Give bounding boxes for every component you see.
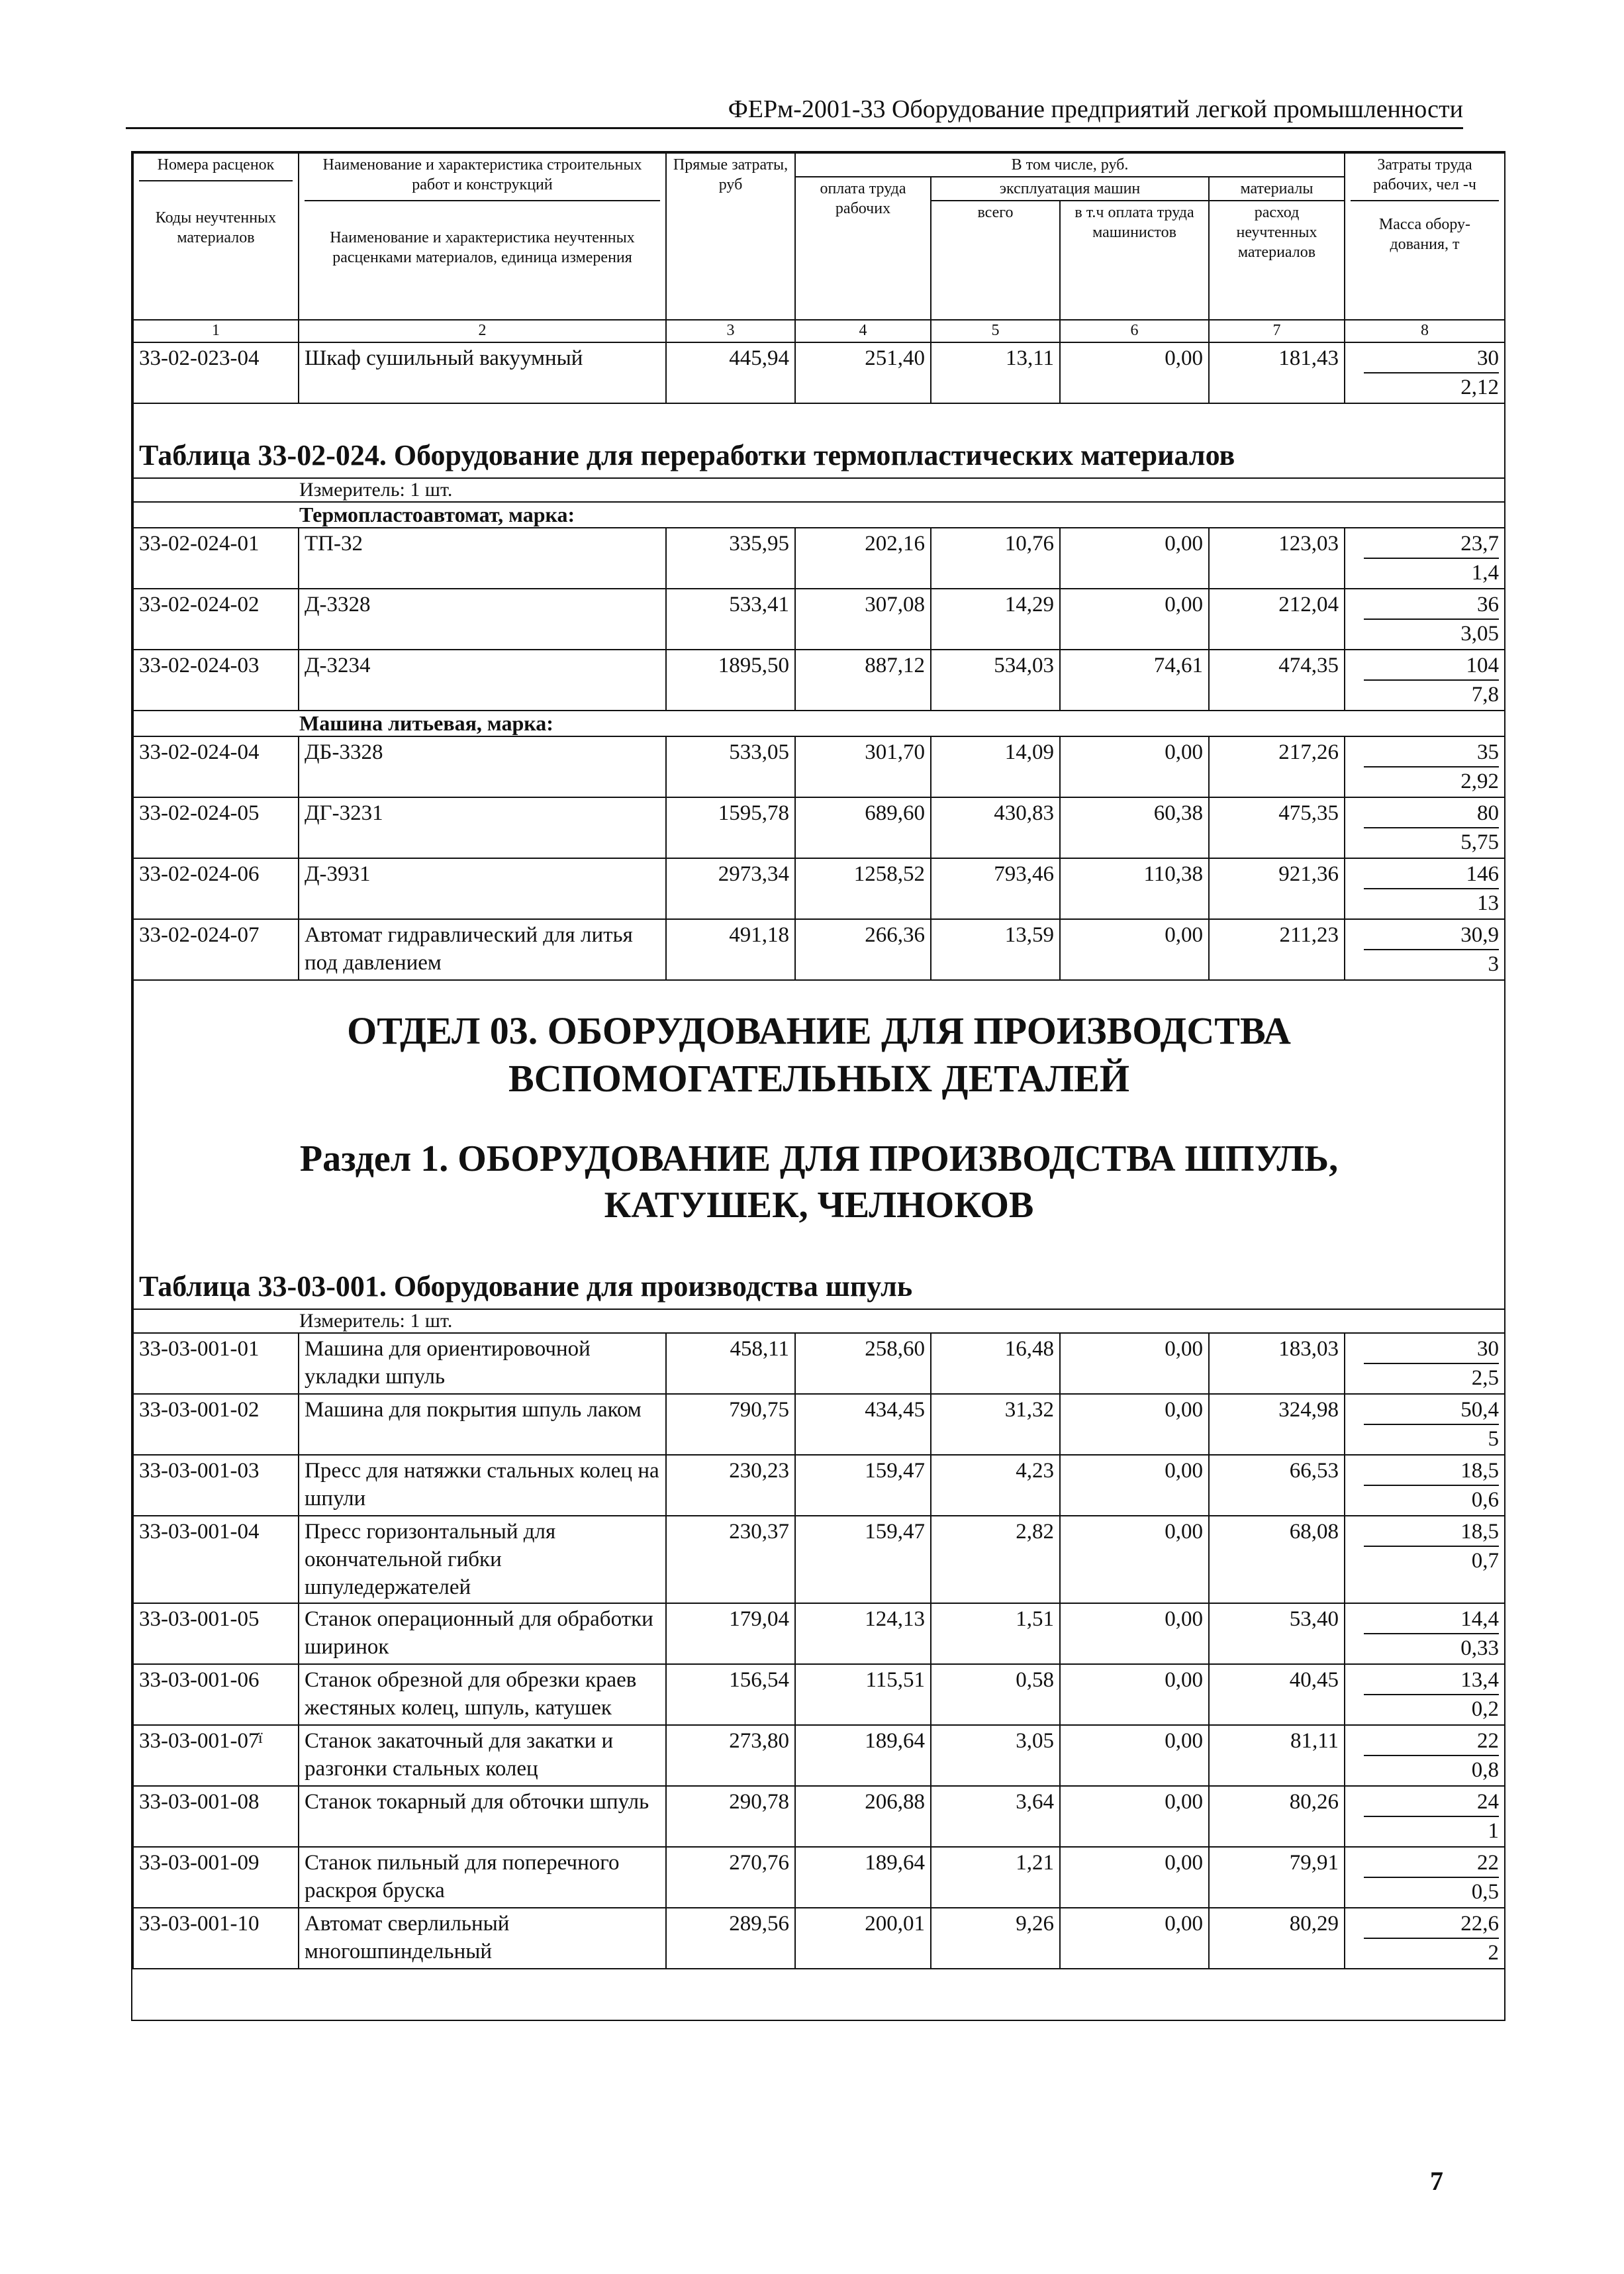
labor-pay: 206,88	[795, 1786, 931, 1847]
labor-pay: 258,60	[795, 1333, 931, 1394]
materials-cost: 475,35	[1209, 797, 1345, 858]
machinist-pay: 60,38	[1060, 797, 1209, 858]
labor-and-mass	[1345, 1664, 1505, 1725]
rate-code: 33-03-001-05	[133, 1603, 299, 1664]
department-title-row	[133, 980, 1505, 1109]
labor-pay: 887,12	[795, 650, 931, 711]
labor-hours: 30	[1364, 344, 1499, 373]
machinist-pay: 110,38	[1060, 858, 1209, 919]
machines-header: эксплуатация машин	[931, 177, 1209, 201]
direct-cost: 273,80	[666, 1725, 795, 1786]
equipment-mass: 2,92	[1460, 769, 1499, 793]
table-row	[133, 342, 1505, 403]
work-name: Автомат сверлильный многошпиндельный	[299, 1908, 666, 1969]
direct-cost: 2973,34	[666, 858, 795, 919]
equipment-mass: 2,12	[1460, 375, 1499, 399]
machine-total: 14,29	[931, 589, 1060, 650]
work-name: Д-3931	[299, 858, 666, 919]
machine-total: 3,64	[931, 1786, 1060, 1847]
machinist-pay: 0,00	[1060, 1333, 1209, 1394]
rate-code: 33-03-001-10	[133, 1908, 299, 1969]
labor-and-mass	[1345, 342, 1505, 403]
labor-and-mass	[1345, 1786, 1505, 1847]
labor-pay: 434,45	[795, 1394, 931, 1455]
labor-hours: 50,4	[1364, 1396, 1499, 1425]
machinist-pay: 0,00	[1060, 589, 1209, 650]
materials-cost: 921,36	[1209, 858, 1345, 919]
col-num: 7	[1209, 320, 1345, 342]
machinist-pay: 0,00	[1060, 1664, 1209, 1725]
rate-code: 33-02-024-04	[133, 736, 299, 797]
equipment-mass: 0,5	[1471, 1880, 1499, 1904]
section-heading-row	[133, 1109, 1505, 1261]
machinist-pay: 0,00	[1060, 1394, 1209, 1455]
labor-hours: 146	[1364, 860, 1499, 889]
rate-code: 33-02-024-03	[133, 650, 299, 711]
direct-cost: 533,05	[666, 736, 795, 797]
materials-cost: 68,08	[1209, 1516, 1345, 1603]
labor-and-mass	[1345, 1847, 1505, 1908]
table-row	[133, 650, 1505, 711]
rate-code: 33-02-024-07	[133, 919, 299, 980]
group-label: Машина литьевая, марка:	[299, 711, 553, 735]
col-num: 2	[299, 320, 666, 342]
spacer-row	[133, 403, 1505, 430]
labor-pay: 251,40	[795, 342, 931, 403]
direct-cost: 230,23	[666, 1455, 795, 1516]
work-name: ДГ-3231	[299, 797, 666, 858]
equipment-mass: 0,8	[1471, 1758, 1499, 1782]
labor-pay: 115,51	[795, 1664, 931, 1725]
materials-cost: 66,53	[1209, 1455, 1345, 1516]
rate-code: 33-02-024-05	[133, 797, 299, 858]
equipment-mass: 0,2	[1471, 1697, 1499, 1721]
machine-total: 13,59	[931, 919, 1060, 980]
col-num: 3	[666, 320, 795, 342]
materials-cost: 211,23	[1209, 919, 1345, 980]
column-numbers-row	[133, 320, 1505, 342]
machine-total: 2,82	[931, 1516, 1060, 1603]
incl-header: В том числе, руб.	[795, 153, 1345, 177]
labor-hours: 80	[1364, 799, 1499, 828]
equipment-mass: 7,8	[1471, 683, 1499, 707]
labor-and-mass	[1345, 736, 1505, 797]
col-num: 8	[1345, 320, 1505, 342]
labor-hours: 30,9	[1364, 921, 1499, 950]
direct-cost: 290,78	[666, 1786, 795, 1847]
table-row	[133, 736, 1505, 797]
norms-table-body	[133, 153, 1505, 1985]
labor-pay: 189,64	[795, 1725, 931, 1786]
header-row	[133, 153, 1505, 177]
direct-cost: 1595,78	[666, 797, 795, 858]
col4-header: оплата труда рабочих	[795, 177, 931, 320]
group-label: Термопластоавтомат, марка:	[299, 503, 575, 526]
col1-header	[133, 153, 299, 320]
labor-pay: 200,01	[795, 1908, 931, 1969]
labor-and-mass	[1345, 1908, 1505, 1969]
work-name: Д-3234	[299, 650, 666, 711]
work-name: Пресс для натяжки стальных колец на шпули	[299, 1455, 666, 1516]
labor-hours: 36	[1364, 591, 1499, 620]
labor-pay: 202,16	[795, 528, 931, 589]
work-name: Пресс горизонтальный для окончательной гибки шпуледержателей	[299, 1516, 666, 1603]
direct-cost: 790,75	[666, 1394, 795, 1455]
materials-cost: 217,26	[1209, 736, 1345, 797]
work-name: Станок обрезной для обрезки краев жестяных колец, шпуль, катушек	[299, 1664, 666, 1725]
direct-cost: 335,95	[666, 528, 795, 589]
machine-total: 1,21	[931, 1847, 1060, 1908]
labor-and-mass	[1345, 1394, 1505, 1455]
machine-total: 10,76	[931, 528, 1060, 589]
labor-and-mass	[1345, 1455, 1505, 1516]
labor-pay: 266,36	[795, 919, 931, 980]
materials-cost: 212,04	[1209, 589, 1345, 650]
table-row	[133, 589, 1505, 650]
col8-header	[1345, 153, 1505, 320]
machine-total: 16,48	[931, 1333, 1060, 1394]
machine-total: 793,46	[931, 858, 1060, 919]
direct-cost: 156,54	[666, 1664, 795, 1725]
labor-hours: 22,6	[1364, 1910, 1499, 1939]
rate-code: 33-02-023-04	[133, 342, 299, 403]
meter-label-row	[133, 1309, 1505, 1333]
direct-cost: 1895,50	[666, 650, 795, 711]
table-row	[133, 1333, 1505, 1394]
materials-cost: 80,26	[1209, 1786, 1345, 1847]
col8-bottom: Масса обору-дования, т	[1378, 216, 1471, 253]
rate-code: 33-03-001-02	[133, 1394, 299, 1455]
machinist-pay: 74,61	[1060, 650, 1209, 711]
labor-and-mass	[1345, 650, 1505, 711]
page-number: 7	[1430, 2166, 1443, 2196]
table-title: Таблица 33-03-001. Оборудование для производства шпуль	[139, 1270, 913, 1303]
col5-header: всего	[931, 201, 1060, 320]
equipment-mass: 5	[1488, 1427, 1499, 1451]
labor-hours: 22	[1364, 1727, 1499, 1756]
labor-hours: 14,4	[1364, 1605, 1499, 1634]
machinist-pay: 0,00	[1060, 736, 1209, 797]
group-label-row	[133, 711, 1505, 736]
rate-code: 33-03-001-06	[133, 1664, 299, 1725]
machinist-pay: 0,00	[1060, 1455, 1209, 1516]
equipment-mass: 0,6	[1471, 1488, 1499, 1512]
labor-and-mass	[1345, 528, 1505, 589]
work-name: Д-3328	[299, 589, 666, 650]
work-name: ДБ-3328	[299, 736, 666, 797]
machine-total: 3,05	[931, 1725, 1060, 1786]
equipment-mass: 1,4	[1471, 561, 1499, 585]
table-row	[133, 1725, 1505, 1786]
spacer-row	[133, 1969, 1505, 1985]
labor-and-mass	[1345, 858, 1505, 919]
machine-total: 4,23	[931, 1455, 1060, 1516]
equipment-mass: 13	[1477, 891, 1499, 915]
machinist-pay: 0,00	[1060, 1725, 1209, 1786]
col6-header: в т.ч оплата труда машинистов	[1060, 201, 1209, 320]
norms-table-page	[131, 151, 1505, 2021]
running-head: ФЕРм-2001-33 Оборудование предприятий легкой промышленности	[126, 94, 1463, 129]
direct-cost: 533,41	[666, 589, 795, 650]
rate-code: 33-02-024-06	[133, 858, 299, 919]
table-row	[133, 919, 1505, 980]
labor-and-mass	[1345, 589, 1505, 650]
rate-code: 33-03-001-09	[133, 1847, 299, 1908]
work-name: Шкаф сушильный вакуумный	[299, 342, 666, 403]
machine-total: 1,51	[931, 1603, 1060, 1664]
rate-code: 33-03-001-01	[133, 1333, 299, 1394]
rate-code: 33-03-001-03	[133, 1455, 299, 1516]
machinist-pay: 0,00	[1060, 1786, 1209, 1847]
work-name: Автомат гидравлический для литья под давлением	[299, 919, 666, 980]
meter-label-row	[133, 478, 1505, 502]
labor-hours: 23,7	[1364, 530, 1499, 559]
equipment-mass: 2	[1488, 1941, 1499, 1965]
table-title-row	[133, 430, 1505, 478]
table-row	[133, 1603, 1505, 1664]
equipment-mass: 0,33	[1460, 1636, 1499, 1660]
machine-total: 0,58	[931, 1664, 1060, 1725]
labor-pay: 189,64	[795, 1847, 931, 1908]
equipment-mass: 5,75	[1460, 830, 1499, 854]
labor-pay: 124,13	[795, 1603, 931, 1664]
labor-pay: 159,47	[795, 1455, 931, 1516]
equipment-mass: 1	[1488, 1819, 1499, 1843]
direct-cost: 458,11	[666, 1333, 795, 1394]
work-name: Станок операционный для обработки ширинок	[299, 1603, 666, 1664]
work-name: Станок закаточный для закатки и разгонки стальных колец	[299, 1725, 666, 1786]
labor-hours: 35	[1364, 738, 1499, 767]
labor-and-mass	[1345, 1516, 1505, 1603]
rate-code: 33-02-024-02	[133, 589, 299, 650]
labor-hours: 13,4	[1364, 1666, 1499, 1695]
labor-and-mass	[1345, 1603, 1505, 1664]
table-row	[133, 1394, 1505, 1455]
labor-pay: 159,47	[795, 1516, 931, 1603]
meter-label: Измеритель: 1 шт.	[299, 1310, 453, 1332]
rate-code: 33-03-001-04	[133, 1516, 299, 1603]
machinist-pay: 0,00	[1060, 1516, 1209, 1603]
direct-cost: 179,04	[666, 1603, 795, 1664]
col2-bottom: Наименование и характеристика неучтенных расценками материалов, единица измерения	[330, 229, 635, 266]
direct-cost: 491,18	[666, 919, 795, 980]
machine-total: 534,03	[931, 650, 1060, 711]
machinist-pay: 0,00	[1060, 528, 1209, 589]
labor-hours: 18,5	[1364, 1518, 1499, 1547]
col-num: 6	[1060, 320, 1209, 342]
rate-code: 33-02-024-01	[133, 528, 299, 589]
table-title-row	[133, 1261, 1505, 1309]
machine-total: 430,83	[931, 797, 1060, 858]
work-name: Машина для покрытия шпуль лаком	[299, 1394, 666, 1455]
col-num: 1	[133, 320, 299, 342]
group-label-row	[133, 502, 1505, 528]
direct-cost: 230,37	[666, 1516, 795, 1603]
table-row	[133, 1786, 1505, 1847]
machinist-pay: 0,00	[1060, 1847, 1209, 1908]
department-title: ОТДЕЛ 03. ОБОРУДОВАНИЕ ДЛЯ ПРОИЗВОДСТВА ВСПОМОГАТЕЛЬНЫХ ДЕТАЛЕЙ	[347, 1009, 1291, 1100]
machinist-pay: 0,00	[1060, 919, 1209, 980]
materials-cost: 324,98	[1209, 1394, 1345, 1455]
equipment-mass: 0,7	[1471, 1549, 1499, 1573]
materials-cost: 79,91	[1209, 1847, 1345, 1908]
col8-top: Затраты труда рабочих, чел -ч	[1351, 155, 1499, 201]
work-name: Машина для ориентировочной укладки шпуль	[299, 1333, 666, 1394]
machinist-pay: 0,00	[1060, 342, 1209, 403]
work-name: Станок пильный для поперечного раскроя бруска	[299, 1847, 666, 1908]
table-row	[133, 797, 1505, 858]
materials-cost: 53,40	[1209, 1603, 1345, 1664]
machine-total: 13,11	[931, 342, 1060, 403]
materials-cost: 474,35	[1209, 650, 1345, 711]
labor-and-mass	[1345, 1333, 1505, 1394]
norms-table	[132, 152, 1505, 1985]
direct-cost: 289,56	[666, 1908, 795, 1969]
col1-top: Номера расценок	[139, 155, 293, 181]
work-name: Станок токарный для обточки шпуль	[299, 1786, 666, 1847]
machinist-pay: 0,00	[1060, 1603, 1209, 1664]
labor-hours: 30	[1364, 1335, 1499, 1364]
table-row	[133, 858, 1505, 919]
materials-cost: 183,03	[1209, 1333, 1345, 1394]
labor-hours: 24	[1364, 1788, 1499, 1817]
rate-code: 33-03-001-07	[133, 1725, 299, 1786]
labor-hours: 104	[1364, 652, 1499, 681]
equipment-mass: 3	[1488, 952, 1499, 976]
labor-pay: 301,70	[795, 736, 931, 797]
table-row	[133, 1908, 1505, 1969]
stray-mark: ї	[258, 1730, 263, 1747]
materials-cost: 80,29	[1209, 1908, 1345, 1969]
col7-header: расход неучтенных материалов	[1209, 201, 1345, 320]
col2-top: Наименование и характеристика строительных работ и конструкций	[305, 155, 660, 201]
materials-header: материалы	[1209, 177, 1345, 201]
equipment-mass: 2,5	[1471, 1366, 1499, 1390]
table-title: Таблица 33-02-024. Оборудование для переработки термопластических материалов	[139, 439, 1235, 471]
work-name: ТП-32	[299, 528, 666, 589]
materials-cost: 81,11	[1209, 1725, 1345, 1786]
machine-total: 9,26	[931, 1908, 1060, 1969]
labor-pay: 1258,52	[795, 858, 931, 919]
labor-hours: 22	[1364, 1849, 1499, 1878]
direct-cost: 270,76	[666, 1847, 795, 1908]
machine-total: 31,32	[931, 1394, 1060, 1455]
table-row	[133, 528, 1505, 589]
labor-and-mass	[1345, 797, 1505, 858]
materials-cost: 123,03	[1209, 528, 1345, 589]
table-row	[133, 1516, 1505, 1603]
table-row	[133, 1455, 1505, 1516]
col-num: 5	[931, 320, 1060, 342]
col1-bottom: Коды неучтенных материалов	[155, 209, 277, 246]
labor-and-mass	[1345, 919, 1505, 980]
labor-pay: 307,08	[795, 589, 931, 650]
direct-cost: 445,94	[666, 342, 795, 403]
section-heading: Раздел 1. ОБОРУДОВАНИЕ ДЛЯ ПРОИЗВОДСТВА ШПУЛЬ, КАТУШЕК, ЧЕЛНОКОВ	[299, 1138, 1339, 1226]
machine-total: 14,09	[931, 736, 1060, 797]
col3-header: Прямые затраты, руб	[666, 153, 795, 320]
rate-code: 33-03-001-08	[133, 1786, 299, 1847]
labor-and-mass	[1345, 1725, 1505, 1786]
col-num: 4	[795, 320, 931, 342]
table-row	[133, 1847, 1505, 1908]
equipment-mass: 3,05	[1460, 622, 1499, 646]
materials-cost: 40,45	[1209, 1664, 1345, 1725]
labor-pay: 689,60	[795, 797, 931, 858]
col2-header	[299, 153, 666, 320]
machinist-pay: 0,00	[1060, 1908, 1209, 1969]
materials-cost: 181,43	[1209, 342, 1345, 403]
meter-label: Измеритель: 1 шт.	[299, 479, 453, 501]
table-row	[133, 1664, 1505, 1725]
labor-hours: 18,5	[1364, 1457, 1499, 1486]
